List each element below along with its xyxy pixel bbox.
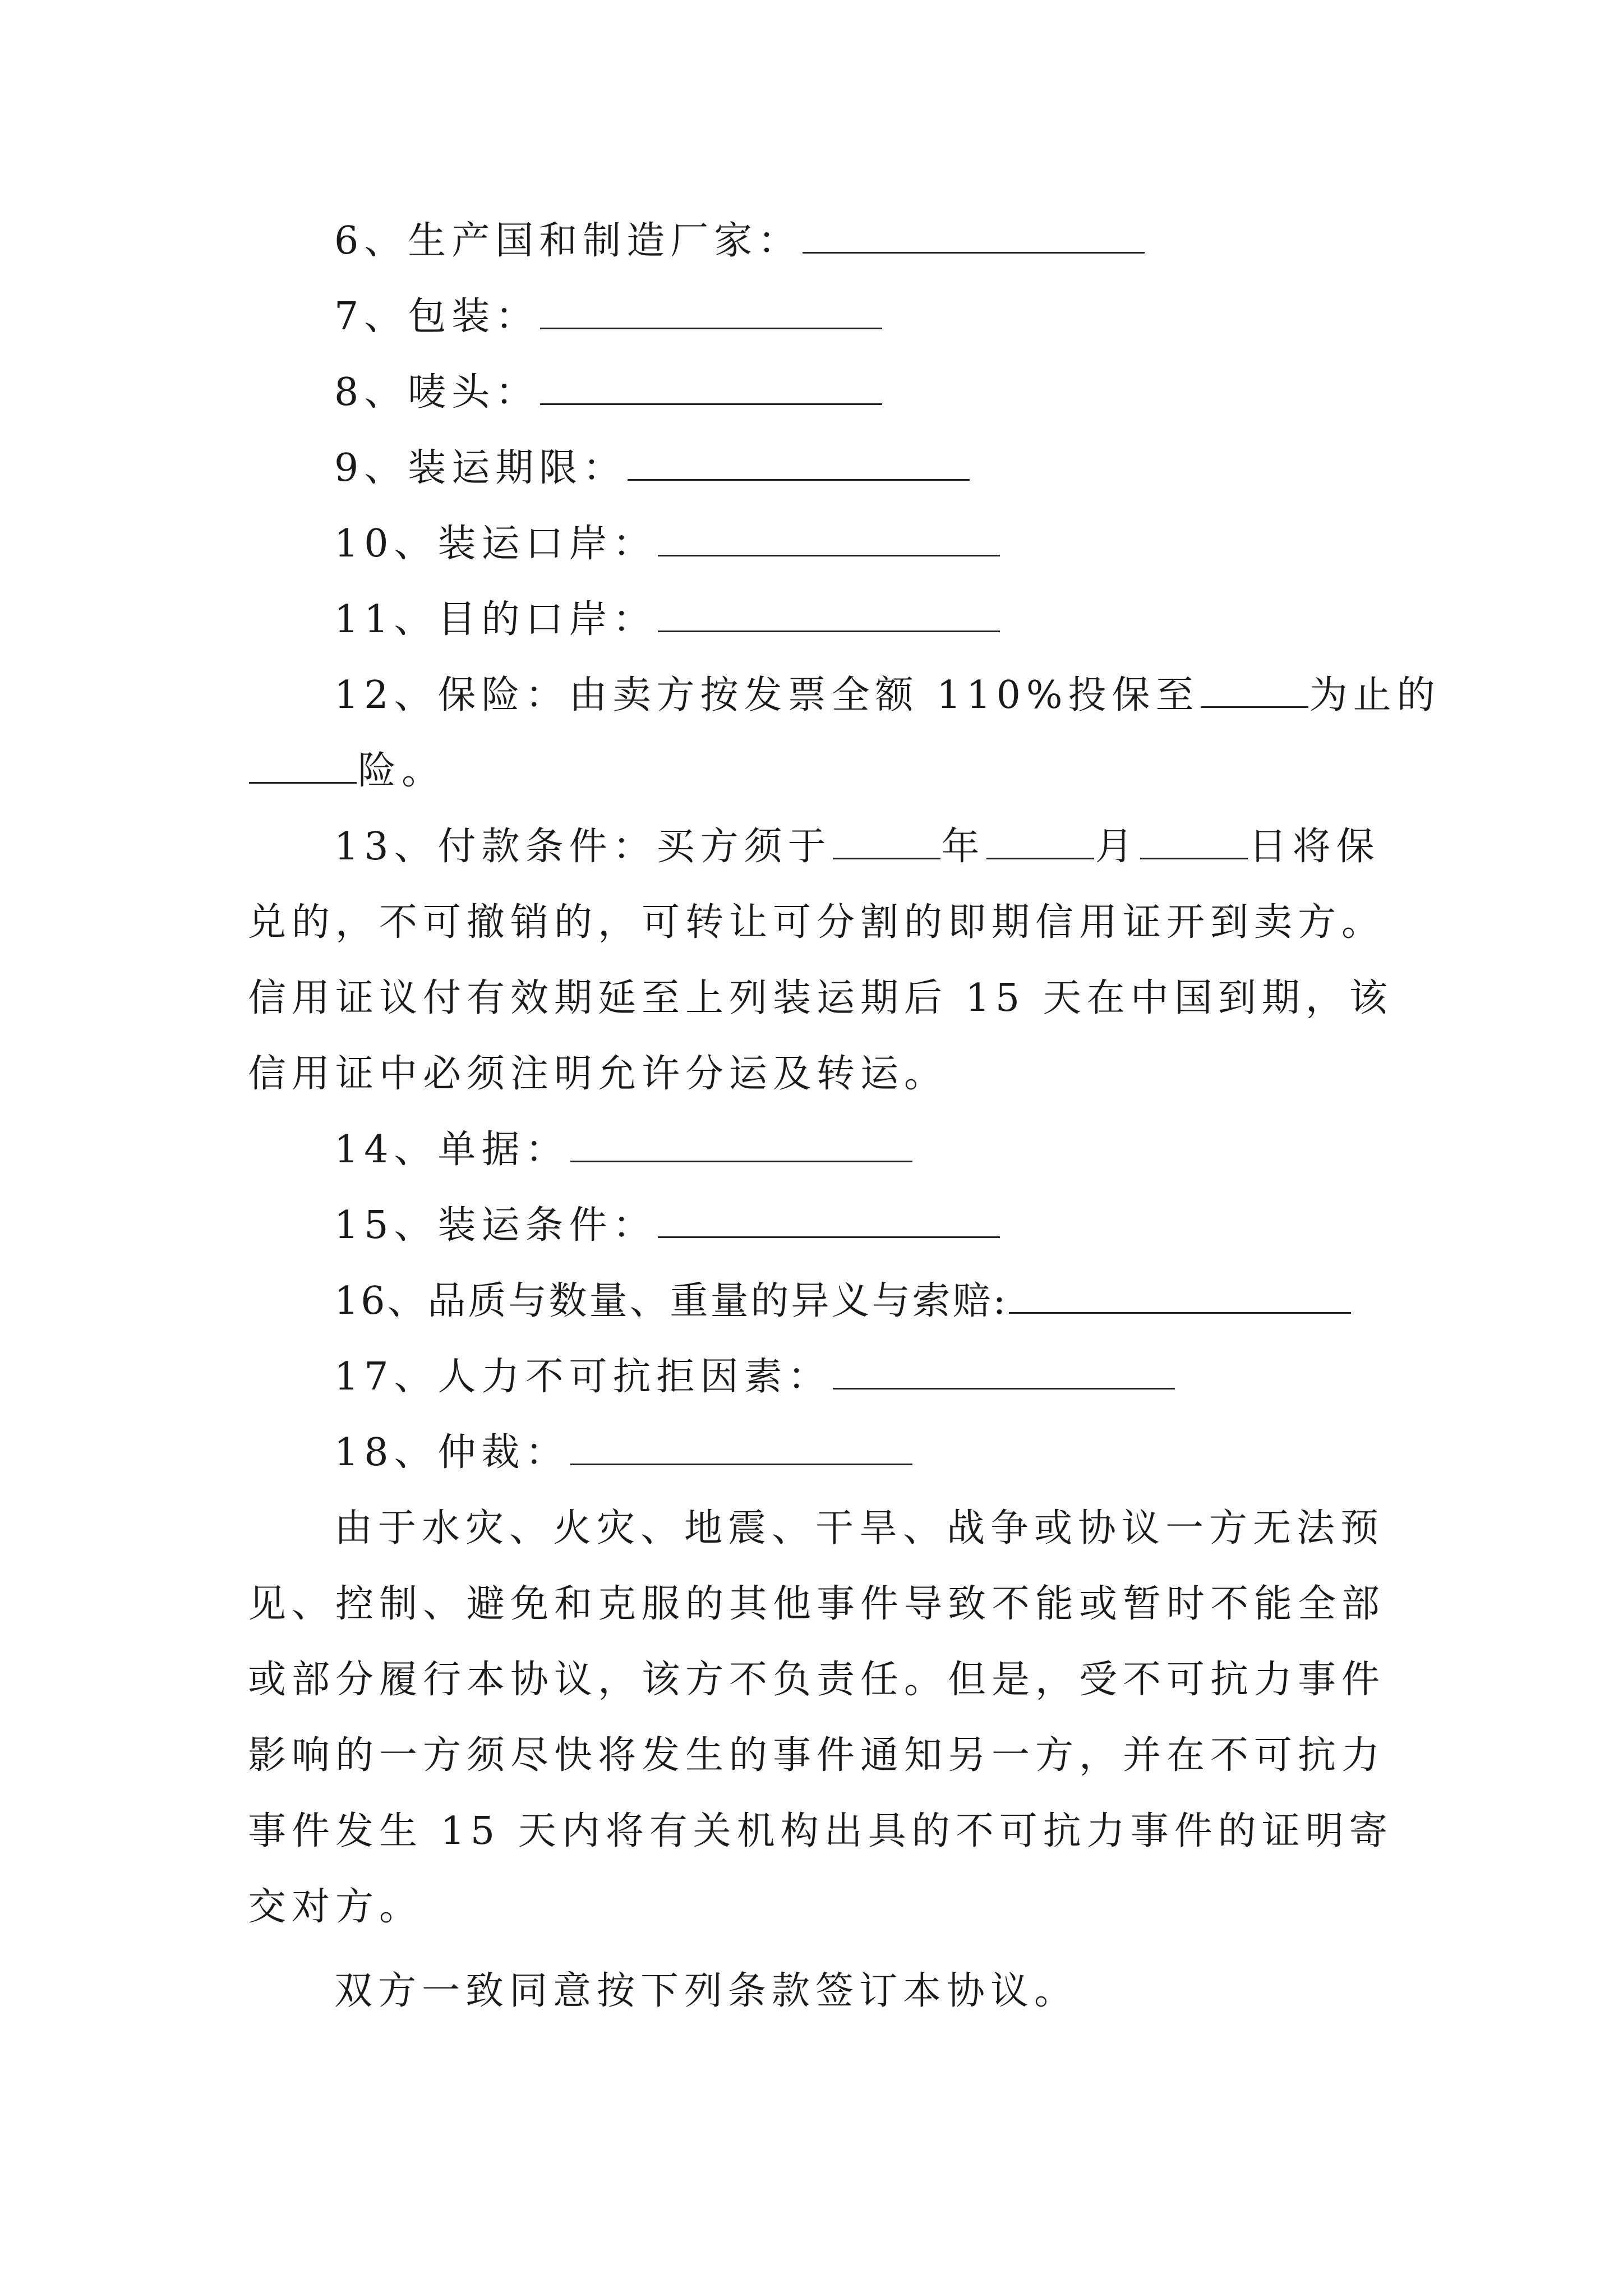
force-majeure-line-1: 由于水灾、火灾、地震、干旱、战争或协议一方无法预	[334, 1506, 1385, 1550]
clause-16	[334, 1273, 1352, 1329]
clause-9	[334, 440, 971, 496]
fill-blank	[1201, 698, 1308, 708]
fill-blank	[803, 244, 1145, 254]
fill-blank	[570, 1456, 912, 1465]
fill-blank	[249, 774, 357, 784]
fill-blank	[833, 1380, 1175, 1389]
clause-11-label: 11、目的口岸：	[334, 597, 657, 642]
clause-9-label: 9、装运期限：	[334, 446, 627, 490]
clause-12	[334, 668, 1441, 724]
clause-16-label: 16、品质与数量、重量的异义与索赔:	[334, 1279, 1008, 1323]
fill-blank	[658, 1228, 1000, 1238]
clause-13-day: 日将保	[1248, 825, 1380, 869]
force-majeure-line-6: 交对方。	[248, 1885, 423, 1929]
clause-8-label: 8、唛头：	[334, 370, 540, 415]
clause-14-label: 14、单据：	[334, 1128, 569, 1172]
fill-blank	[658, 623, 1000, 632]
clause-12-text: 12、保险：由卖方按发票全额 110%投保至	[334, 673, 1200, 717]
clause-13-year: 年	[941, 825, 985, 869]
clause-12-continued	[248, 743, 445, 799]
clause-13-month: 月	[1095, 825, 1139, 869]
clause-7	[334, 289, 883, 345]
clause-6	[334, 213, 1146, 269]
clause-15-label: 15、装运条件：	[334, 1203, 657, 1248]
clause-11	[334, 592, 1001, 648]
force-majeure-line-2: 见、控制、避免和克服的其他事件导致不能或暂时不能全部	[248, 1582, 1386, 1626]
fill-blank	[986, 850, 1094, 859]
clause-13-text: 13、付款条件：买方须于	[334, 825, 832, 869]
clause-14	[334, 1122, 914, 1178]
clause-12-tail: 险。	[358, 749, 446, 793]
fill-blank	[1009, 1304, 1351, 1314]
clause-13-line-4: 信用证中必须注明允许分运及转运。	[248, 1052, 948, 1096]
fill-blank	[570, 1153, 912, 1162]
closing-statement: 双方一致同意按下列条款签订本协议。	[334, 1969, 1078, 2013]
force-majeure-line-3: 或部分履行本协议，该方不负责任。但是，受不可抗力事件	[248, 1658, 1386, 1702]
force-majeure-line-5: 事件发生 15 天内将有关机构出具的不可抗力事件的证明寄	[248, 1809, 1393, 1853]
fill-blank	[540, 320, 882, 329]
clause-10	[334, 516, 1001, 572]
clause-15	[334, 1198, 1001, 1254]
clause-6-label: 6、生产国和制造厂家：	[334, 219, 802, 263]
clause-18-label: 18、仲裁：	[334, 1430, 569, 1475]
clause-18	[334, 1425, 914, 1481]
clause-17	[334, 1349, 1176, 1405]
force-majeure-line-4: 影响的一方须尽快将发生的事件通知另一方，并在不可抗力	[248, 1733, 1386, 1778]
clause-13	[334, 819, 1380, 875]
clause-7-label: 7、包装：	[334, 295, 540, 339]
clause-13-line-2: 兑的，不可撤销的，可转让可分割的即期信用证开到卖方。	[248, 900, 1386, 945]
clause-8	[334, 365, 883, 421]
clause-17-label: 17、人力不可抗拒因素：	[334, 1355, 832, 1399]
clause-12-text-end: 为止的	[1309, 673, 1441, 717]
fill-blank	[658, 547, 1000, 556]
clause-10-label: 10、装运口岸：	[334, 522, 657, 566]
fill-blank	[1140, 850, 1248, 859]
fill-blank	[628, 471, 970, 481]
fill-blank	[833, 850, 940, 859]
clause-13-line-3: 信用证议付有效期延至上列装运期后 15 天在中国到期，该	[248, 976, 1393, 1020]
fill-blank	[540, 395, 882, 405]
